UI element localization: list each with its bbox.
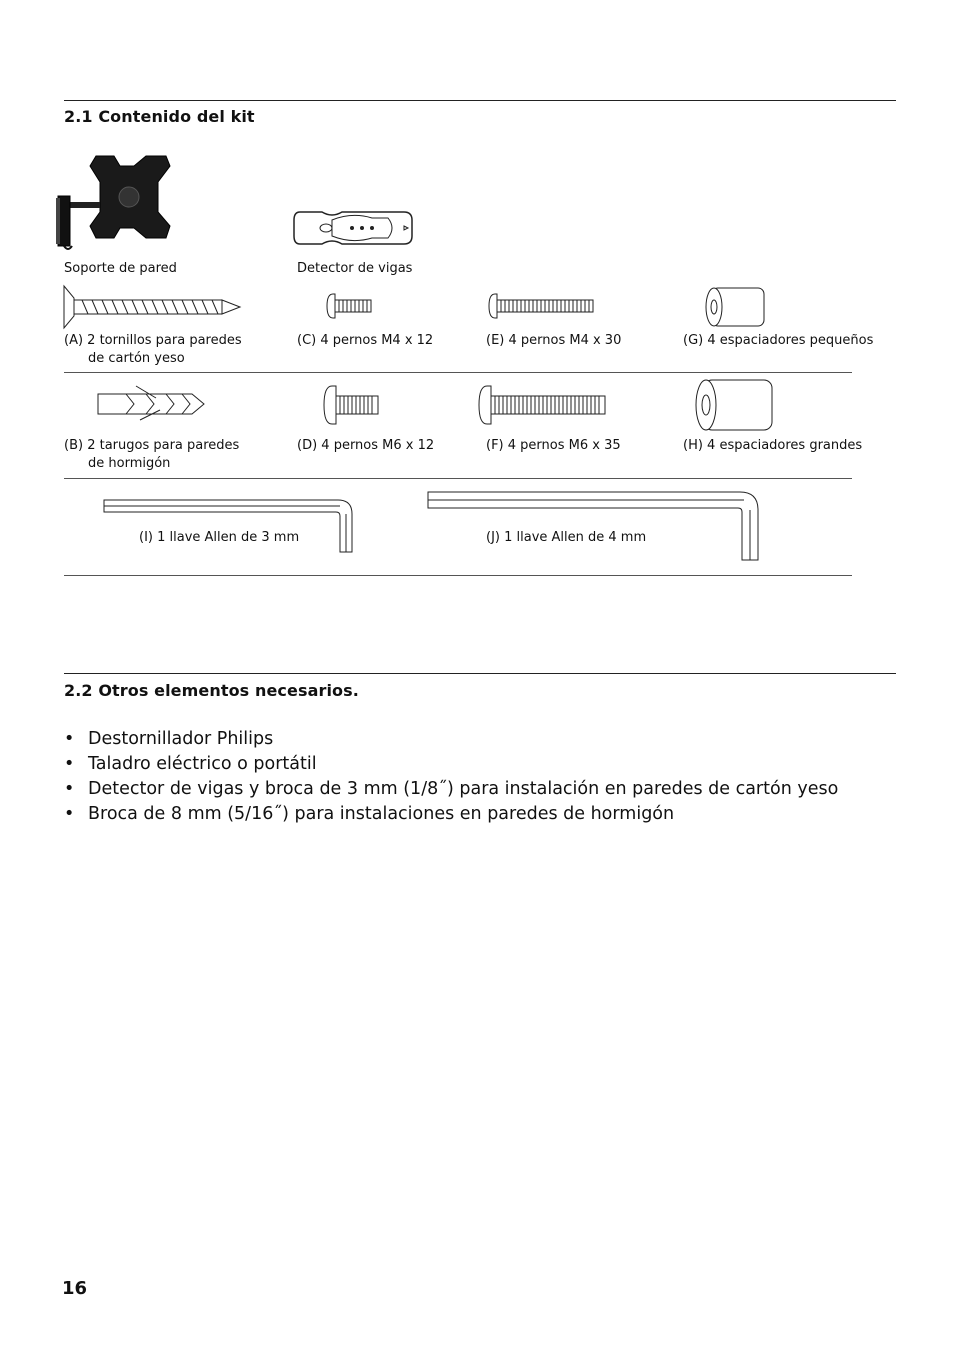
- concrete-plug-illustration: [96, 384, 206, 424]
- caption-c: (C) 4 pernos M4 x 12: [297, 333, 434, 348]
- caption-b: [64, 437, 239, 473]
- caption-a-line1: (A) 2 tornillos para paredes: [64, 333, 242, 348]
- caption-i: (I) 1 llave Allen de 3 mm: [139, 530, 300, 545]
- caption-detector: Detector de vigas: [297, 261, 413, 276]
- large-spacer-illustration: [694, 378, 776, 432]
- section-title-other: 2.2 Otros elementos necesarios.: [64, 681, 359, 700]
- small-spacer-illustration: [704, 286, 770, 328]
- row-divider-3: [64, 575, 852, 576]
- allen-key-4mm-illustration: [426, 490, 766, 562]
- list-item: • Broca de 8 mm (5/16˝) para instalaciones en paredes de hormigón: [64, 804, 675, 824]
- caption-h: (H) 4 espaciadores grandes: [683, 438, 863, 453]
- section-rule-2: [64, 673, 896, 674]
- bolt-m4x30-illustration: [487, 292, 597, 320]
- bullet-text: Broca de 8 mm (5/16˝) para instalaciones en paredes de hormigón: [88, 804, 675, 824]
- caption-soporte: Soporte de pared: [64, 261, 177, 276]
- caption-f: (F) 4 pernos M6 x 35: [486, 438, 621, 453]
- row-divider-2: [64, 478, 852, 479]
- list-item: • Taladro eléctrico o portátil: [64, 754, 317, 774]
- caption-d: (D) 4 pernos M6 x 12: [297, 438, 435, 453]
- bolt-m6x12-illustration: [322, 384, 382, 426]
- bullet-text: Taladro eléctrico o portátil: [88, 754, 317, 774]
- caption-e: (E) 4 pernos M4 x 30: [486, 333, 622, 348]
- caption-a-line2: de cartón yeso: [88, 351, 185, 366]
- bullet-text: Destornillador Philips: [88, 729, 274, 749]
- list-item: • Detector de vigas y broca de 3 mm (1/8˝) para instalación en paredes de cartón yeso: [64, 779, 839, 799]
- bolt-m6x35-illustration: [477, 384, 609, 426]
- caption-b-line1: (B) 2 tarugos para paredes: [64, 438, 240, 453]
- caption-j: (J) 1 llave Allen de 4 mm: [486, 530, 647, 545]
- stud-finder-illustration: [292, 208, 416, 248]
- caption-g: (G) 4 espaciadores pequeños: [683, 333, 874, 348]
- bolt-m4x12-illustration: [325, 292, 375, 320]
- drywall-screw-illustration: [62, 284, 242, 330]
- bullet-text: Detector de vigas y broca de 3 mm (1/8˝) para instalación en paredes de cartón yeso: [88, 779, 839, 799]
- list-item: • Destornillador Philips: [64, 729, 274, 749]
- caption-a: [64, 332, 242, 368]
- section-rule-top: [64, 100, 896, 101]
- section-title-kit: 2.1 Contenido del kit: [64, 107, 255, 126]
- row-divider-1: [64, 372, 852, 373]
- page-number: 16: [62, 1278, 88, 1299]
- wall-bracket-illustration: [54, 152, 174, 252]
- caption-b-line2: de hormigón: [88, 456, 171, 471]
